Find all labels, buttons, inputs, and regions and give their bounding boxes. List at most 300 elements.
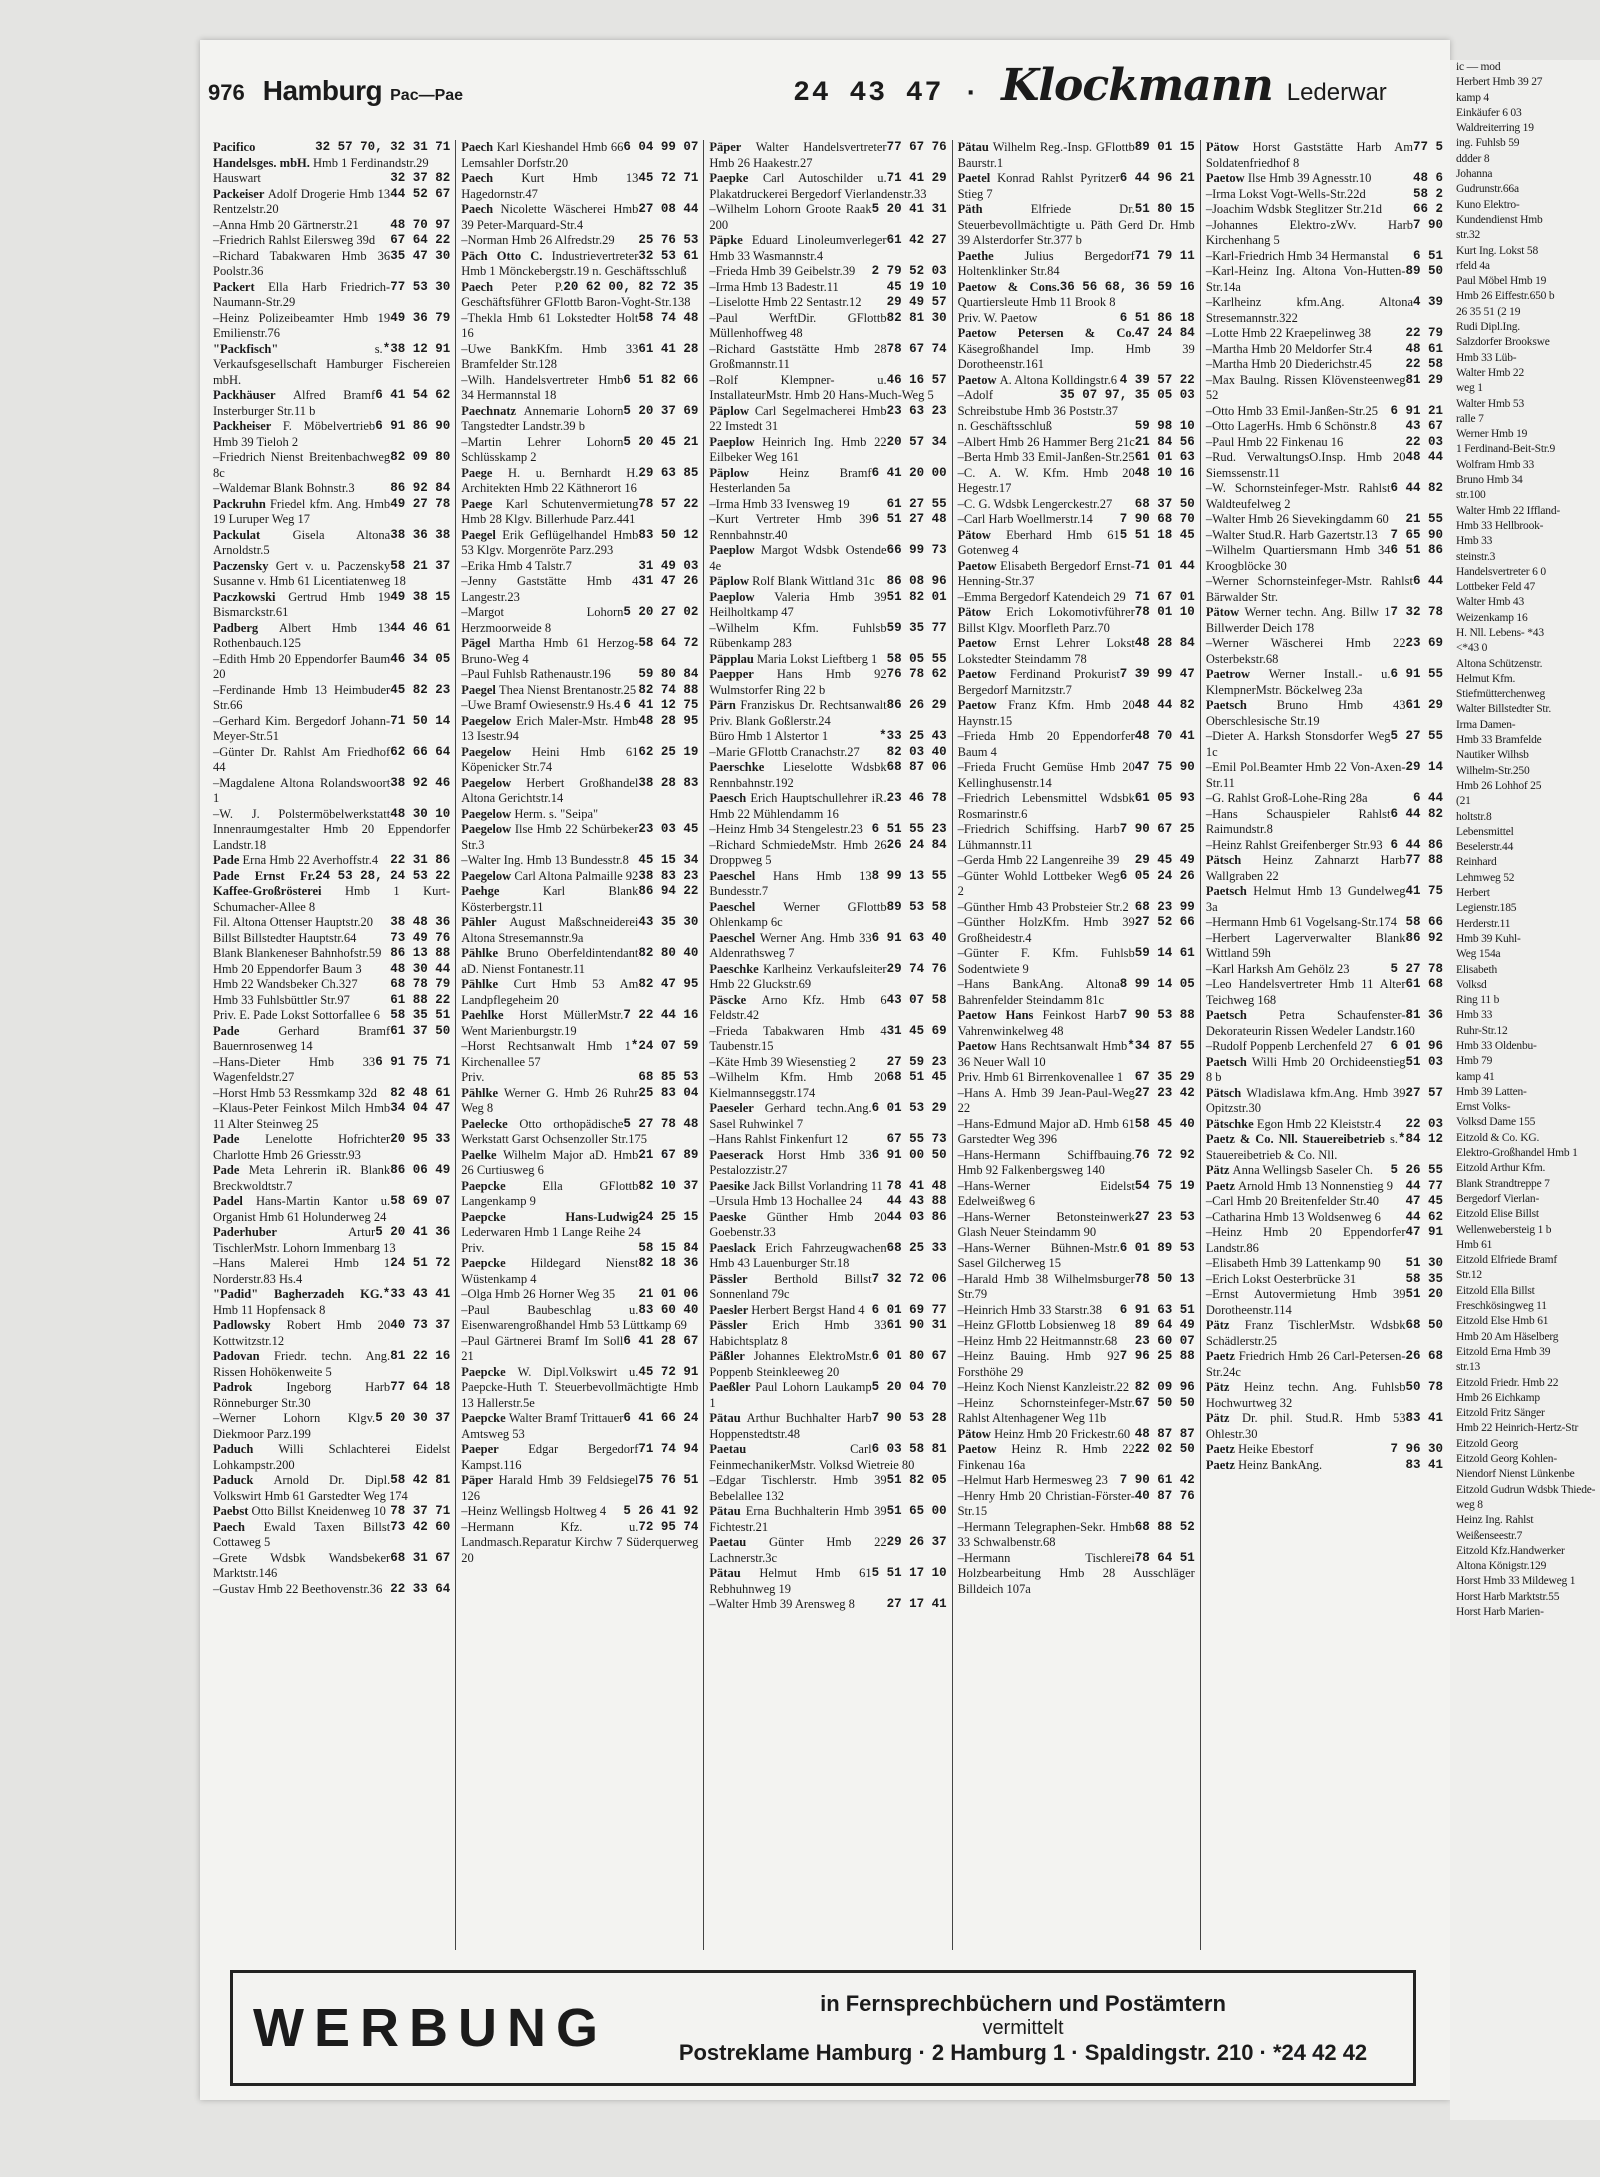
entry-phone: 68 50: [1405, 1318, 1444, 1332]
entry-phone: 78 50 13: [1134, 1271, 1195, 1286]
directory-entry: [709, 1566, 946, 1597]
entry-phone: 73 49 76: [390, 930, 451, 945]
entry-phone: 50 78: [1405, 1380, 1444, 1394]
entry-phone: 77 64 18: [390, 1380, 451, 1394]
entry-name: Paczensky: [213, 558, 276, 573]
entry-phone: 6 41 28 67: [623, 1333, 699, 1348]
adjacent-page-line: Ernst Volks-: [1456, 1101, 1511, 1114]
entry-phone: 24 51 72: [390, 1256, 451, 1270]
entry-name: Paeplow: [709, 543, 761, 557]
directory-entry: [709, 1303, 946, 1319]
entry-details: –Richard SchmiedeMstr. Hmb 26 Droppweg 5: [709, 837, 887, 867]
entry-details: Harald Hmb 39 Feldsiegel 126: [461, 1473, 639, 1503]
adjacent-page-line: ddder 8: [1456, 152, 1490, 165]
entry-phone: 82 47 95: [638, 977, 699, 991]
entry-details: F. Möbelvertrieb Hmb 39 Tieloh 2: [213, 419, 376, 449]
entry-details: Ilse Hmb 22 Schürbeker Str.3: [461, 822, 639, 852]
entry-details: Arno Kfz. Hmb 6 Feldstr.42: [709, 992, 887, 1022]
entry-name: Paehlke: [461, 1008, 520, 1022]
directory-entry: [1206, 1287, 1443, 1318]
directory-entry: [1206, 357, 1443, 373]
entry-phone: 68 25 33: [886, 1240, 947, 1255]
directory-entry: [213, 962, 450, 978]
directory-entry: [709, 342, 946, 373]
directory-entry: [1206, 404, 1443, 420]
entry-details: H. u. Bernhardt H. Architekten Hmb 22 Käthnerort 16: [461, 465, 639, 495]
entry-name: Pätz: [1205, 1380, 1244, 1394]
directory-entry: [461, 714, 698, 745]
entry-phone: 45 72 71: [638, 171, 699, 185]
entry-name: Pätsch: [1205, 853, 1263, 867]
entry-details: Nicolette Wäscherei Hmb 39 Peter-Marquard-Str.4: [461, 202, 639, 232]
entry-details: Hans-Martin Kantor u. Organist Hmb 61 Holunderweg 24: [213, 1194, 391, 1224]
entry-phone: 51 80 15: [1134, 202, 1195, 216]
entry-details: –Catharina Hmb 13 Woldsenweg 6: [1205, 1209, 1381, 1224]
directory-entry: [213, 683, 450, 714]
entry-details: –Grete Wdsbk Wandsbeker Marktstr.146: [213, 1550, 391, 1580]
directory-entry: [958, 466, 1195, 497]
entry-phone: 58 42 81: [390, 1473, 451, 1487]
entry-details: –Edgar Tischlerstr. Hmb 39 Bebelallee 132: [709, 1473, 887, 1503]
entry-details: –Liselotte Hmb 22 Sentastr.12: [709, 295, 862, 309]
directory-entry: [958, 497, 1195, 513]
entry-details: –Martha Hmb 20 Diederichstr.45: [1205, 357, 1372, 371]
entry-details: Albert Hmb 13 Rothenbauch.125: [213, 620, 391, 650]
entry-phone: 61 01 63: [1134, 450, 1195, 464]
entry-name: Paechnatz: [461, 403, 524, 418]
adjacent-page-line: Salzdorfer Brookswe: [1456, 336, 1550, 349]
entry-details: –Karl Harksh Am Gehölz 23: [1205, 961, 1350, 976]
banner-title: WERBUNG: [253, 1998, 608, 2058]
entry-name: Packert: [213, 279, 269, 294]
entry-details: –Joachim Wdsbk Steglitzer Str.21d: [1205, 202, 1382, 216]
entry-phone: 89 50: [1405, 264, 1444, 278]
entry-details: –Irma Hmb 13 Badestr.11: [709, 279, 839, 294]
directory-entry: [1206, 838, 1443, 854]
entry-phone: 44 43 88: [886, 1194, 947, 1208]
directory-entry: [1206, 574, 1443, 605]
directory-column-4: [953, 140, 1201, 1950]
entry-details: –G. Rahlst Groß-Lohe-Ring 28a: [1205, 791, 1368, 805]
directory-entry: [461, 1504, 698, 1520]
directory-entry: [958, 1303, 1195, 1319]
entry-details: –Heinz Hmb 20 Eppendorfer Landstr.86: [1205, 1225, 1406, 1255]
directory-entry: [709, 140, 946, 171]
directory-entry: [461, 404, 698, 435]
entry-phone: 68 85 53: [638, 1070, 699, 1084]
entry-details: Alfred Bramf Insterburger Str.11 b: [213, 388, 376, 418]
directory-entry: [1206, 1117, 1443, 1133]
entry-details: Erik Geflügelhandel Hmb 53 Klgv. Morgenröte Parz.293: [461, 527, 639, 557]
entry-name: Paech: [461, 140, 497, 154]
directory-entry: [213, 342, 450, 389]
entry-phone: 78 41 48: [886, 1178, 947, 1193]
entry-name: Paetow: [957, 372, 1000, 387]
entry-name: Pählke: [461, 1085, 504, 1100]
adjacent-page-line: Helmut Kfm.: [1456, 672, 1516, 685]
entry-phone: 35 07 97, 35 05 03: [1059, 388, 1195, 402]
directory-column-5: [1201, 140, 1448, 1950]
adjacent-page-line: Irma Damen-: [1456, 718, 1516, 731]
directory-entry: [1206, 1225, 1443, 1256]
entry-details: August Maßschneiderei Altona Stresemannstr.9a: [461, 915, 639, 945]
entry-phone: 48 6: [1413, 171, 1444, 185]
directory-entry: [958, 435, 1195, 451]
entry-name: Paeßler: [709, 1380, 756, 1394]
entry-phone: 5 27 78 48: [623, 1116, 699, 1131]
entry-phone: 6 51 86: [1390, 543, 1444, 557]
entry-details: Hmb 22 Wandsbeker Ch.327: [213, 977, 358, 991]
entry-details: Hmb 20 Eppendorfer Baum 3: [213, 961, 362, 976]
entry-phone: 6 91 00 50: [871, 1147, 947, 1162]
entry-name: Paesike: [709, 1178, 753, 1193]
directory-entry: [461, 1520, 698, 1567]
entry-details: Karl Schutenvermietung Hmb 28 Klgv. Billerhude Parz.441: [461, 496, 639, 526]
entry-phone: 24 53 28, 24 53 22: [315, 868, 451, 883]
directory-entry: [958, 760, 1195, 791]
entry-details: n. Geschäftsschluß: [957, 419, 1053, 433]
entry-details: Hmb 11 Hopfensack 8: [213, 1302, 326, 1317]
directory-column-1: [208, 140, 456, 1950]
directory-entry: [958, 1334, 1195, 1350]
directory-entry: [709, 1179, 946, 1195]
adjacent-page-line: Horst Hmb 33 Mildeweg 1: [1456, 1575, 1576, 1588]
directory-entry: [709, 574, 946, 590]
entry-phone: 68 88 52: [1134, 1519, 1195, 1534]
entry-phone: 58 2: [1413, 186, 1444, 201]
entry-details: Walter Handelsvertreter Hmb 26 Haakestr.27: [709, 140, 887, 170]
entry-details: –Dieter A. Harksh Stonsdorfer Weg 1c: [1205, 729, 1391, 759]
entry-phone: 51 30: [1405, 1256, 1444, 1270]
entry-details: Otto orthopädische Werkstatt Garst Ochsenzoller Str.175: [461, 1116, 647, 1146]
entry-phone: 48 70 41: [1134, 729, 1195, 743]
entry-phone: 44 77: [1405, 1178, 1444, 1193]
entry-phone: 48 10 16: [1134, 465, 1195, 480]
entry-details: Heinz R. Hmb 22 Finkenau 16a: [957, 1442, 1135, 1472]
adjacent-page-line: Eitzold Elise Billst: [1456, 1208, 1539, 1221]
directory-entry: [958, 977, 1195, 1008]
entry-details: –Frieda Frucht Gemüse Hmb 20 Kellinghusenstr.14: [957, 760, 1135, 790]
adjacent-page-line: Eitzold Ella Billst: [1456, 1284, 1535, 1297]
directory-entry: [958, 280, 1195, 311]
directory-entry: [958, 528, 1195, 559]
entry-phone: 38 92 46: [390, 775, 451, 790]
entry-name: Pätow: [1205, 140, 1253, 154]
entry-details: –Hans-Werner Betonsteinwerk Glash Neuer Steindamm 90: [957, 1209, 1135, 1239]
entry-details: –C. G. Wdsbk Lengerckestr.27: [957, 496, 1113, 511]
entry-details: Gertrud Hmb 19 Bismarckstr.61: [213, 589, 391, 619]
entry-phone: 71 74 94: [638, 1442, 699, 1456]
entry-phone: 61 68: [1405, 977, 1444, 991]
directory-entry: [1206, 791, 1443, 807]
directory-entry: [1206, 1442, 1443, 1458]
directory-entry: [1206, 140, 1443, 171]
entry-phone: 78 57 22: [638, 496, 699, 511]
entry-name: Päpke: [709, 233, 752, 247]
entry-name: Pärn: [709, 698, 741, 712]
entry-details: –Karl-Friedrich Hmb 34 Hermanstal: [1205, 248, 1389, 263]
entry-phone: 6 01 80 67: [871, 1349, 947, 1363]
adjacent-page-line: ing. Fuhlsb 59: [1456, 137, 1520, 150]
directory-entry: [709, 233, 946, 264]
entry-phone: 51 82 01: [886, 589, 947, 604]
directory-entry: [1206, 543, 1443, 574]
entry-details: –Carl Harb Woellmerstr.14: [957, 512, 1093, 526]
entry-phone: 61 27 55: [886, 496, 947, 511]
entry-details: Karlheinz Verkaufsleiter Hmb 22 Gluckstr.69: [709, 961, 887, 991]
directory-entry: [1206, 760, 1443, 791]
adjacent-page-line: Hmb 26 Eichkamp: [1456, 1391, 1540, 1404]
entry-phone: 59 35 77: [886, 620, 947, 635]
directory-entry: [461, 605, 698, 636]
entry-name: "Packfisch": [213, 341, 375, 356]
adjacent-page-line: Lehmweg 52: [1456, 871, 1515, 884]
entry-phone: 7 90 67 25: [1119, 822, 1195, 836]
entry-details: Quartiersleute Hmb 11 Brook 8: [957, 295, 1116, 309]
entry-phone: 6 41 66 24: [623, 1411, 699, 1425]
entry-phone: 71 41 29: [886, 171, 947, 185]
entry-details: Heinz techn. Ang. Fuhlsb Hochwurtweg 32: [1205, 1380, 1406, 1410]
entry-name: Pade: [213, 853, 243, 867]
entry-phone: 24 25 15: [638, 1209, 699, 1224]
directory-entry: [1206, 1086, 1443, 1117]
entry-details: –Hans Rahlst Finkenfurt 12: [709, 1132, 848, 1146]
entry-details: Rolf Blank Wittland 31c: [752, 574, 875, 588]
entry-details: –Günter Dr. Rahlst Am Friedhof 44: [213, 744, 391, 774]
entry-phone: 49 36 79: [390, 310, 451, 325]
entry-phone: 82 10 37: [638, 1178, 699, 1193]
entry-details: Eberhard Hmb 61 Gotenweg 4: [957, 527, 1120, 557]
adjacent-page-line: Kundendienst Hmb: [1456, 213, 1543, 226]
entry-phone: 54 75 19: [1134, 1178, 1195, 1193]
entry-name: Padovan: [213, 1349, 275, 1363]
directory-entry: [958, 1489, 1195, 1520]
entry-phone: 6 03 58 81: [871, 1442, 947, 1456]
entry-phone: 58 35: [1405, 1271, 1444, 1286]
entry-name: Paege: [461, 496, 506, 511]
directory-entry: [213, 1411, 450, 1442]
entry-details: Carl Altona Palmaille 92: [514, 868, 639, 883]
entry-details: Jack Billst Vorlandring 11: [752, 1178, 883, 1193]
entry-phone: 22 03: [1405, 1116, 1444, 1131]
directory-entry: [958, 1442, 1195, 1473]
entry-phone: 6 51 55 23: [871, 822, 947, 836]
directory-entry: [709, 466, 946, 497]
entry-phone: 49 38 15: [390, 589, 451, 604]
directory-entry: [461, 869, 698, 885]
entry-phone: 66 99 73: [886, 543, 947, 557]
directory-entry: [1206, 1380, 1443, 1411]
entry-details: Ella GFlottb Langenkamp 9: [461, 1178, 639, 1208]
directory-entry: [958, 1318, 1195, 1334]
directory-entry: [709, 1024, 946, 1055]
adjacent-page-line: Lebensmittel: [1456, 825, 1514, 838]
entry-details: Gerhard Bramf Bauernrosenweg 14: [213, 1023, 391, 1053]
entry-name: Paegel: [461, 527, 503, 542]
directory-entry: [213, 915, 450, 931]
entry-name: Packhäuser: [213, 388, 293, 402]
adjacent-page-line: Wilhelm-Str.250: [1456, 764, 1530, 777]
entry-phone: 6 44 96 21: [1119, 171, 1195, 185]
adjacent-page-line: Bruno Hmb 34: [1456, 474, 1523, 487]
entry-phone: 61 05 93: [1134, 791, 1195, 805]
entry-details: –Wilh. Handelsvertreter Hmb 34 Hermannstal 18: [461, 372, 624, 402]
adjacent-page-line: Eitzold Fritz Sänger: [1456, 1407, 1545, 1420]
entry-details: –Werner Wäscherei Hmb 22 Osterbekstr.68: [1205, 636, 1406, 666]
directory-entry: [213, 419, 450, 450]
entry-details: Ella Harb Friedrich-Naumann-Str.29: [213, 279, 391, 309]
entry-phone: 27 08 44: [638, 202, 699, 216]
entry-details: Franz TischlerMstr. Wdsbk Schädlerstr.25: [1205, 1318, 1406, 1348]
entry-details: –Wilhelm Lohorn Groote Raak 200: [709, 202, 872, 232]
entry-phone: 48 44 82: [1134, 698, 1195, 712]
entry-name: Pätsch: [1205, 1085, 1247, 1100]
entry-phone: 46 34 05: [390, 651, 451, 666]
directory-entry: [1206, 249, 1443, 265]
entry-phone: 48 61: [1405, 341, 1444, 356]
entry-details: –Heinz GFlottb Lobsienweg 18: [957, 1318, 1116, 1332]
entry-details: –Karl-Heinz Ing. Altona Von-Hutten-Str.14a: [1205, 264, 1406, 294]
directory-entry: [958, 791, 1195, 822]
directory-entry: [958, 1396, 1195, 1427]
entry-name: Paegelow: [461, 713, 517, 728]
entry-details: –Leo Handelsvertreter Hmb 11 Alter Teichweg 168: [1205, 977, 1406, 1007]
entry-name: Päpplau: [709, 651, 757, 666]
entry-details: Franziskus Dr. Rechtsanwalt Priv. Blank Goßlerstr.24: [709, 698, 887, 728]
directory-entry: [1206, 1318, 1443, 1349]
adjacent-page-line: Altona Schützenstr.: [1456, 657, 1543, 670]
entry-phone: *34 87 55: [1127, 1039, 1195, 1053]
entry-phone: 6 01 96: [1390, 1039, 1444, 1053]
directory-entry: [461, 249, 698, 280]
directory-entry: [1206, 605, 1443, 636]
entry-details: Werner Install.- u. KlempnerMstr. Böckelweg 23a: [1205, 667, 1391, 697]
entry-phone: 89 01 15: [1134, 140, 1195, 154]
directory-entry: [461, 636, 698, 667]
entry-phone: 58 45 40: [1134, 1116, 1195, 1131]
adjacent-page-line: Gudrunstr.66a: [1456, 183, 1519, 196]
entry-phone: 5 26 41 92: [623, 1504, 699, 1518]
directory-entry: [1206, 1194, 1443, 1210]
entry-details: Erich Maler-Mstr. Hmb 13 Isestr.94: [461, 713, 639, 743]
entry-details: Kurt Hmb 13 Hagedornstr.47: [461, 171, 639, 201]
directory-entry: [1206, 435, 1443, 451]
entry-name: Paderhuber: [213, 1225, 349, 1239]
header-ad-tail: Lederwar: [1286, 79, 1387, 106]
entry-name: Pählke: [461, 977, 514, 991]
entry-details: –Werner Lohorn Klgv. Diekmoor Parz.199: [213, 1411, 376, 1441]
entry-phone: 83 41: [1405, 1411, 1444, 1425]
entry-details: –Erika Hmb 4 Talstr.7: [461, 558, 572, 573]
entry-phone: 58 66: [1405, 915, 1444, 929]
directory-entry: [958, 1380, 1195, 1396]
entry-details: Eduard Linoleumverleger Hmb 33 Wasmannstr.4: [709, 233, 887, 263]
adjacent-page-line: Ring 11 b: [1456, 994, 1500, 1007]
entry-phone: 75 76 51: [638, 1473, 699, 1487]
directory-entry: [213, 714, 450, 745]
directory-entry: [461, 280, 698, 311]
entry-details: –Friedrich Nienst Breitenbachweg 8c: [213, 450, 391, 480]
directory-entry: [1206, 636, 1443, 667]
entry-details: –Horst Rechtsanwalt Hmb 1 Kirchenallee 57: [461, 1039, 631, 1069]
entry-details: –Hans-Hermann Schiffbauing. Hmb 92 Falkenbergsweg 140: [957, 1147, 1135, 1177]
entry-name: Paegelow: [461, 868, 515, 883]
entry-phone: 7 96 25 88: [1119, 1349, 1195, 1363]
directory-entry: [958, 1272, 1195, 1303]
directory-entry: [958, 869, 1195, 900]
entry-phone: 5 20 04 70: [871, 1380, 947, 1394]
directory-entry: [213, 1225, 450, 1256]
entry-phone: 34 04 47: [390, 1101, 451, 1115]
entry-details: Meta Lehrerin iR. Blank Breckwoldtstr.7: [213, 1163, 391, 1193]
directory-entry: [709, 512, 946, 543]
directory-column-3: [704, 140, 952, 1950]
entry-details: Priv. W. Paetow: [957, 310, 1038, 325]
directory-entry: [709, 962, 946, 993]
entry-details: –Günther Hmb 43 Probsteier Str.2: [957, 899, 1129, 914]
directory-entry: [1206, 853, 1443, 884]
entry-details: –Hans Malerei Hmb 1 Norderstr.83 Hs.4: [213, 1256, 391, 1286]
entry-phone: 6 51: [1413, 248, 1444, 263]
entry-name: Paebst: [213, 1504, 252, 1518]
entry-phone: 5 20 30 37: [375, 1411, 451, 1425]
adjacent-page-line: Hmb 61: [1456, 1238, 1493, 1251]
entry-name: Paepcke: [461, 1256, 531, 1270]
entry-phone: 32 37 82: [390, 171, 451, 185]
adjacent-page-line: Weg 154a: [1456, 948, 1501, 961]
entry-phone: 27 59 23: [886, 1054, 947, 1069]
directory-entry: [958, 373, 1195, 389]
entry-phone: 68 31 67: [390, 1550, 451, 1565]
directory-entry: [461, 202, 698, 233]
entry-phone: 48 30 44: [390, 961, 451, 976]
entry-details: Billst Billstedter Hauptstr.64: [213, 930, 357, 945]
directory-entry: [213, 776, 450, 807]
entry-phone: 72 95 74: [638, 1519, 699, 1534]
entry-phone: *33 25 43: [879, 729, 947, 743]
entry-name: Paetow: [957, 636, 1014, 650]
entry-details: Priv. E. Pade Lokst Sottorfallee 6: [213, 1008, 380, 1022]
entry-phone: 7 90: [1413, 217, 1444, 232]
directory-entry: [461, 776, 698, 807]
entry-details: Werner G. Hmb 26 Ruhr Weg 8: [461, 1085, 639, 1115]
directory-entry: [958, 946, 1195, 977]
directory-entry: [958, 1179, 1195, 1210]
entry-name: Padberg: [213, 620, 280, 635]
entry-name: Packruhn: [213, 496, 270, 511]
directory-entry: [709, 202, 946, 233]
entry-name: Paeper: [461, 1442, 529, 1456]
entry-details: Wilhelm Major aD. Hmb 26 Curtiusweg 6: [461, 1147, 639, 1177]
adjacent-page-line: Hmb 20 Am Häselberg: [1456, 1330, 1559, 1343]
directory-entry: [213, 807, 450, 854]
entry-phone: 47 45: [1405, 1194, 1444, 1208]
entry-details: Elfriede Dr. Steuerbevollmächtigte u. Päth Gerd Dr. Hmb 39 Alsterdorfer Str.377 b: [957, 202, 1195, 247]
entry-phone: 38 48 36: [390, 915, 451, 929]
entry-phone: 48 70 97: [390, 217, 451, 232]
entry-phone: 58 69 07: [390, 1194, 451, 1208]
directory-entry: [709, 1473, 946, 1504]
entry-phone: 71 67 01: [1134, 589, 1195, 604]
directory-entry: [709, 1504, 946, 1535]
entry-phone: 7 32 78: [1390, 605, 1444, 619]
adjacent-page-line: Hmb 39 Latten-: [1456, 1085, 1527, 1098]
directory-entry: [1206, 1055, 1443, 1086]
adjacent-page-line: Walter Hmb 53: [1456, 397, 1525, 410]
entry-details: Petra Schaufenster-Dekorateurin Rissen Wedeler Landstr.160: [1205, 1008, 1415, 1038]
entry-phone: 61 88 22: [390, 992, 451, 1007]
adjacent-page-line: str.32: [1456, 229, 1481, 242]
